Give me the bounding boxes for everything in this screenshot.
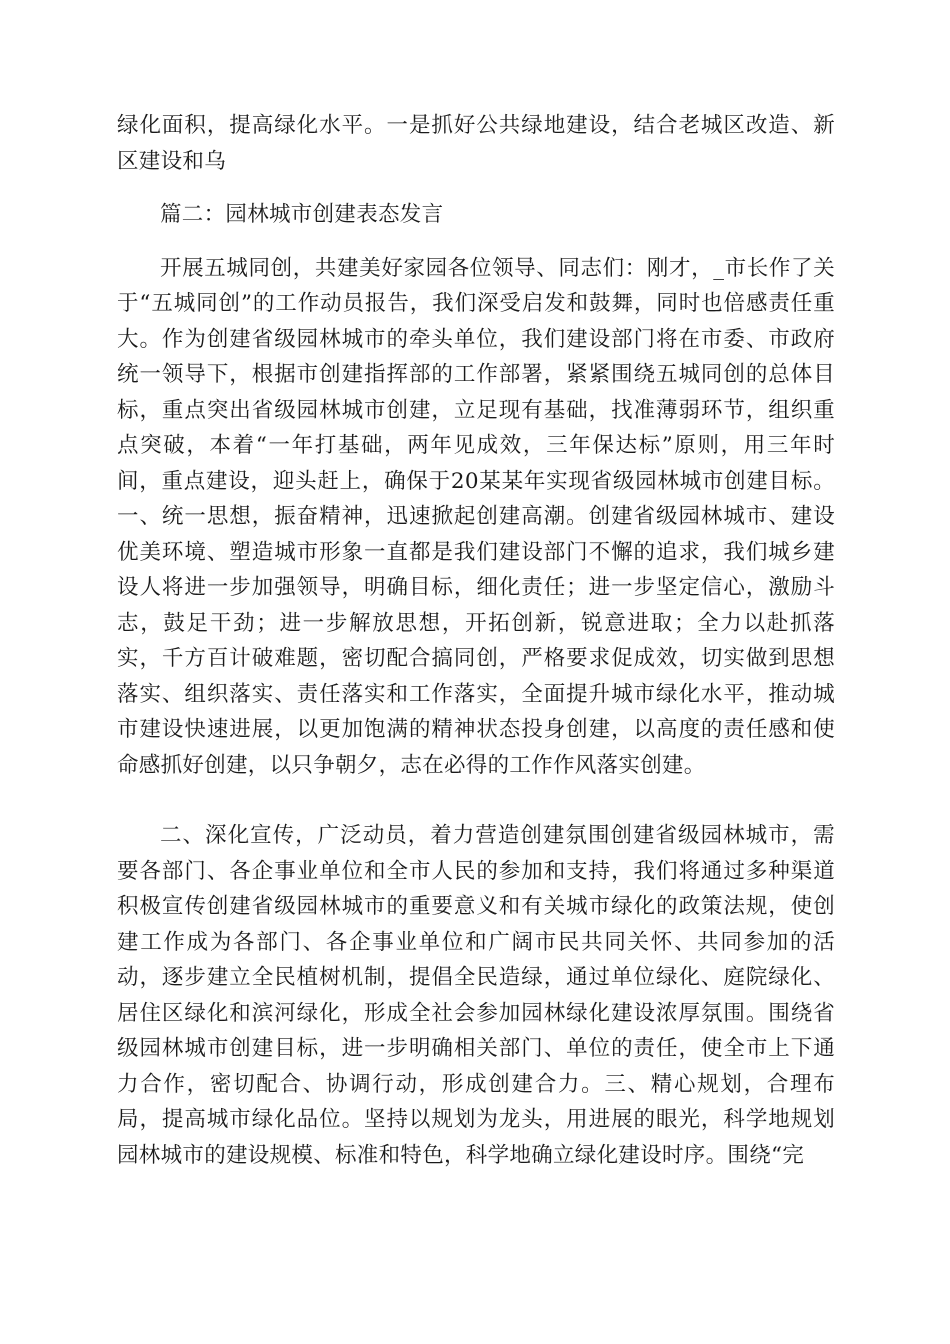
continuation-paragraph: 绿化面积，提高绿化水平。一是抓好公共绿地建设，结合老城区改造、新区建设和乌	[117, 113, 835, 174]
section-title: 篇二：园林城市创建表态发言	[160, 202, 444, 227]
document-body	[117, 108, 835, 1173]
body-paragraph-1: 开展五城同创，共建美好家园各位领导、同志们：刚才，_市长作了关于“五城同创”的工作动员报告，我们深受启发和鼓舞，同时也倍感责任重大。作为创建省级园林城市的牵头单位，我们建设部门将在市委、市政府统一领导下，根据市创建指挥部的工作部署，紧紧围绕五城同创的总体目标，重点突出省级园林城市创建，立足现有基础，找准薄弱环节，组织重点突破，本着“一年打基础，两年见成效，三年保达标”原则，用三年时间，重点建设，迎头赶上，确保于20某某年实现省级园林城市创建目标。一、统一思想，振奋精神，迅速掀起创建高潮。创建省级园林城市、建设优美环境、塑造城市形象一直都是我们建设部门不懈的追求，我们城乡建设人将进一步加强领导，明确目标，细化责任；进一步坚定信心，激励斗志，鼓足干劲；进一步解放思想，开拓创新，锐意进取；全力以赴抓落实，千方百计破难题，密切配合搞同创，严格要求促成效，切实做到思想落实、组织落实、责任落实和工作落实，全面提升城市绿化水平，推动城市建设快速进展，以更加饱满的精神状态投身创建，以高度的责任感和使命感抓好创建，以只争朝夕，志在必得的工作作风落实创建。	[117, 255, 835, 778]
body-paragraph-2: 二、深化宣传，广泛动员，着力营造创建氛围创建省级园林城市，需要各部门、各企事业单位和全市人民的参加和支持，我们将通过多种渠道积极宣传创建省级园林城市的重要意义和有关城市绿化的政策法规，使创建工作成为各部门、各企事业单位和广阔市民共同关怀、共同参加的活动，逐步建立全民植树机制，提倡全民造绿，通过单位绿化、庭院绿化、居住区绿化和滨河绿化，形成全社会参加园林绿化建设浓厚氛围。围绕省级园林城市创建目标，进一步明确相关部门、单位的责任，使全市上下通力合作，密切配合、协调行动，形成创建合力。三、精心规划，合理布局，提高城市绿化品位。坚持以规划为龙头，用进展的眼光，科学地规划园林城市的建设规模、标准和特色，科学地确立绿化建设时序。围绕“完	[117, 823, 835, 1168]
